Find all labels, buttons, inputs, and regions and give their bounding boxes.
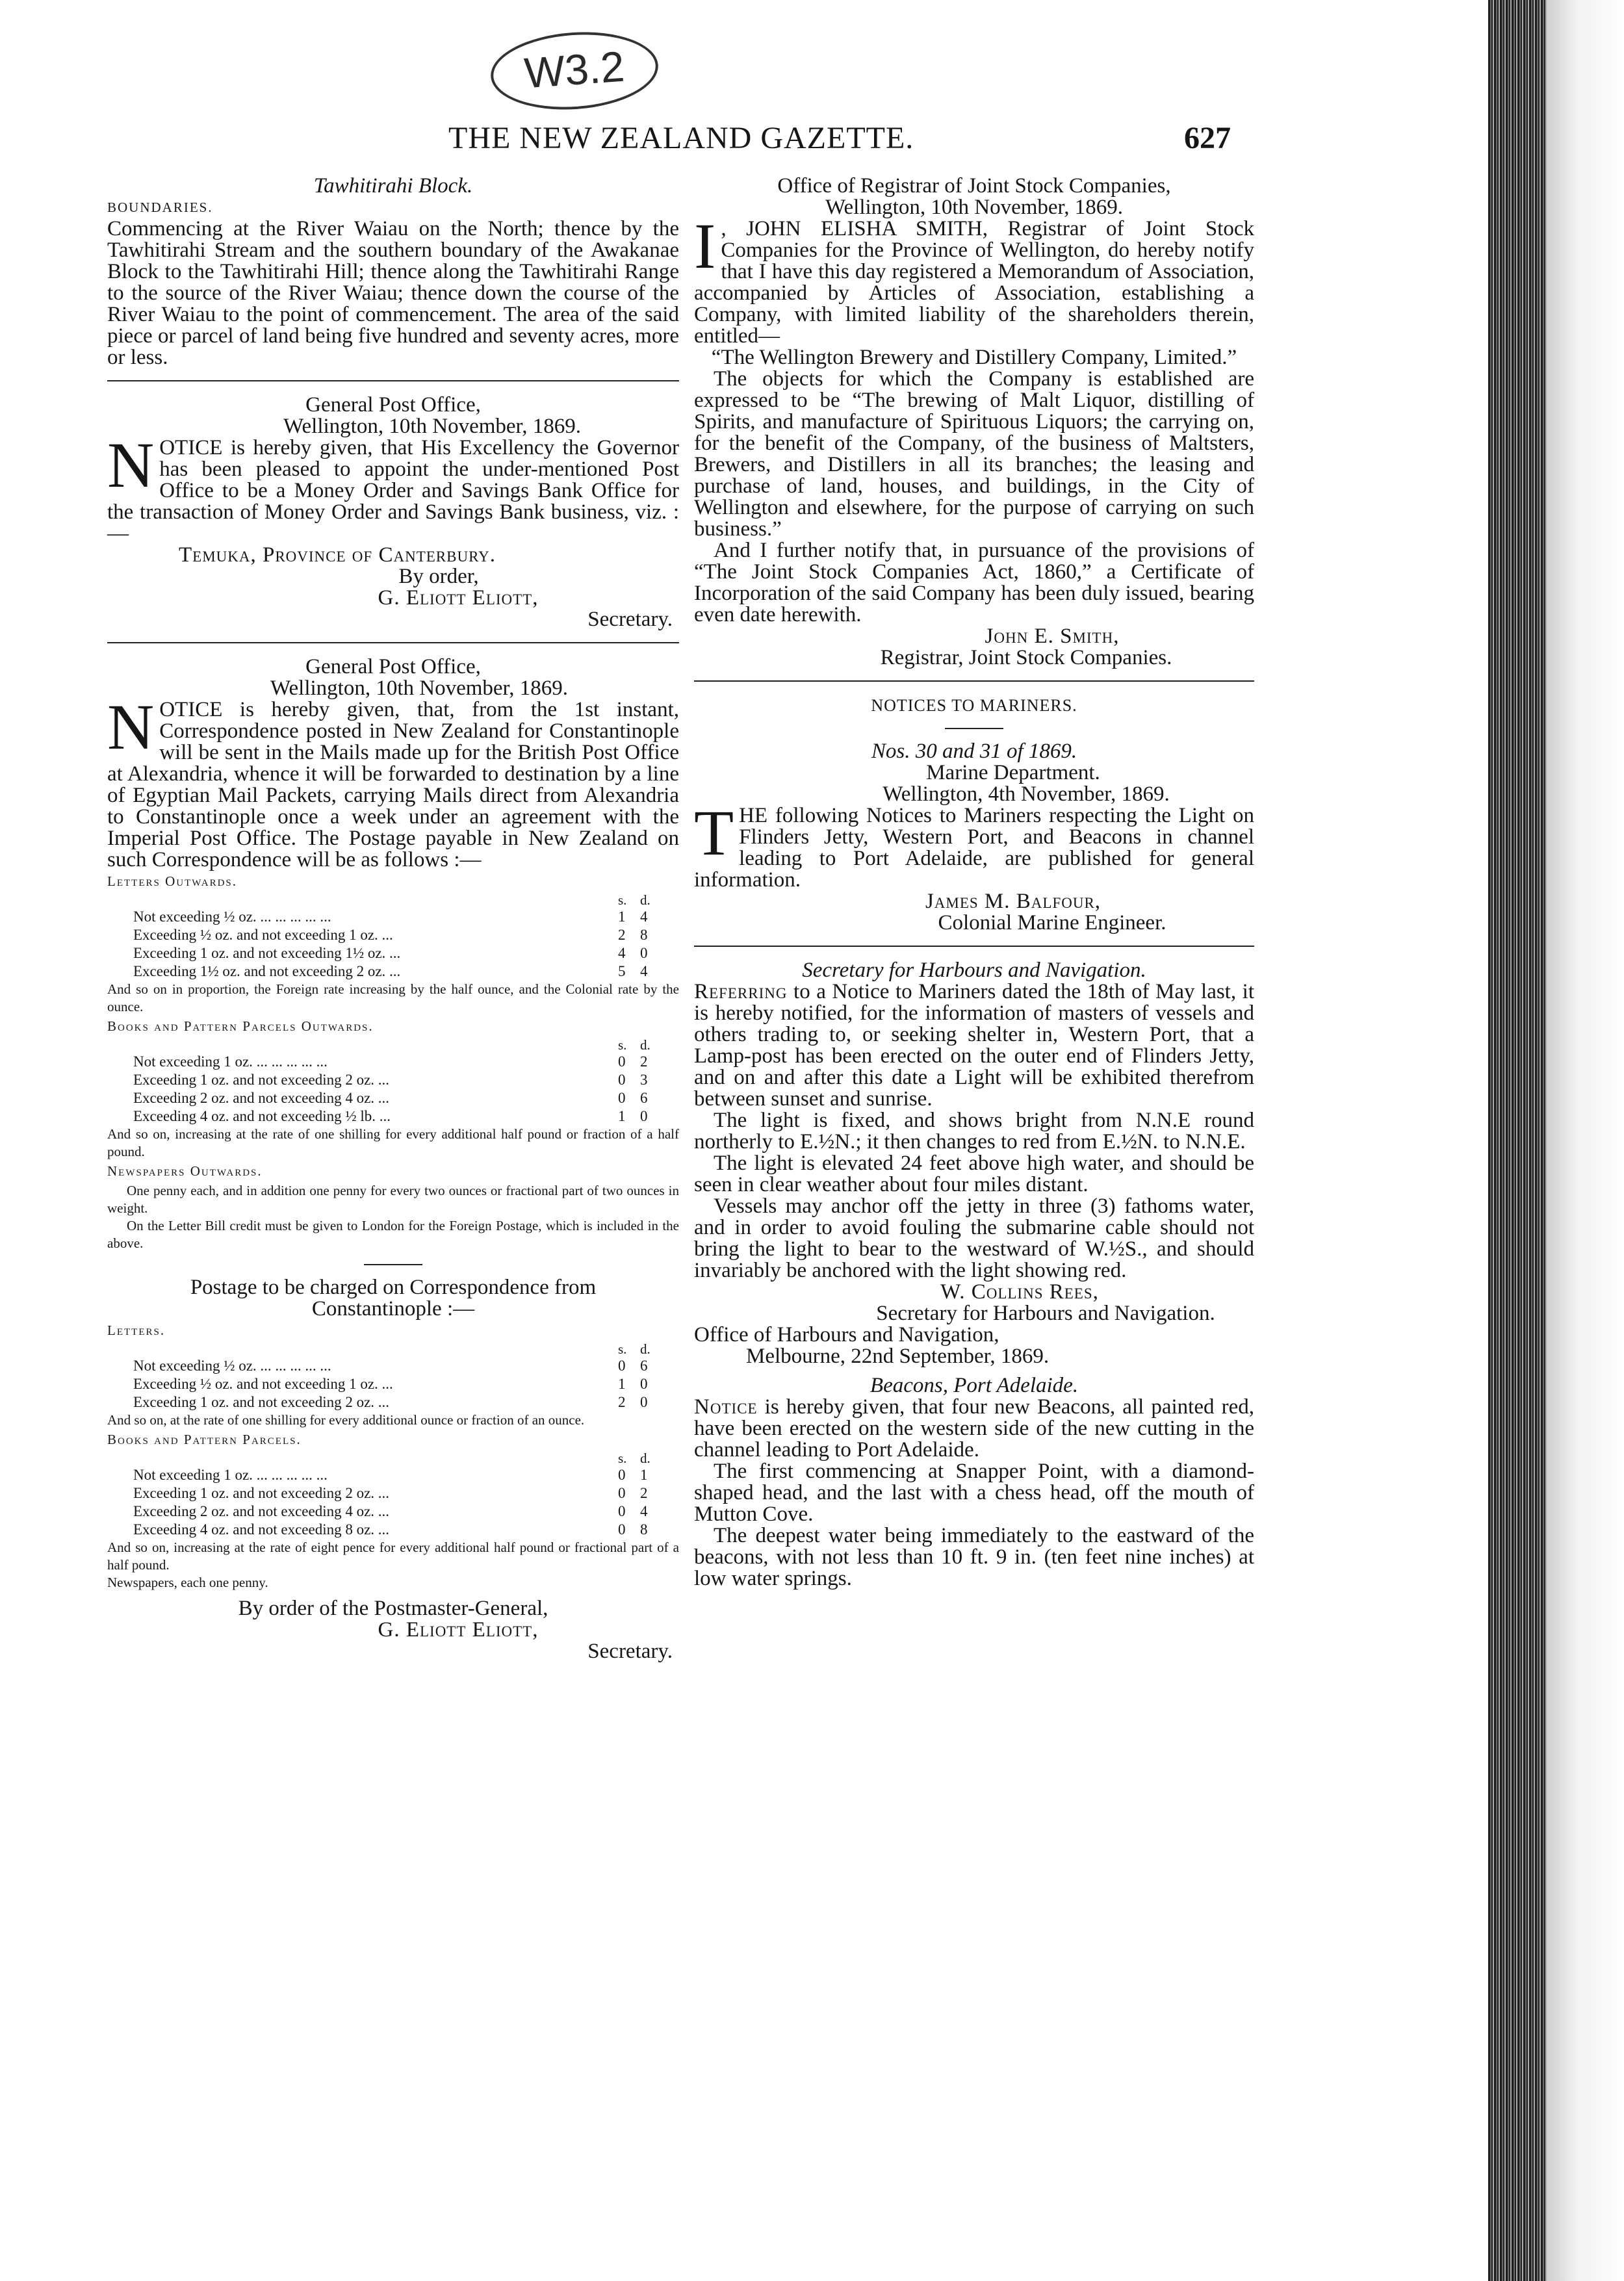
rate-description: Exceeding 4 oz. and not exceeding 8 oz. ... [133,1521,390,1538]
flinders-date: Melbourne, 22nd September, 1869. [746,1345,1050,1368]
rate-shillings: 0 [618,1358,626,1374]
rate-row [107,926,679,944]
letters-out-note: And so on in proportion, the Foreign rate increasing by the half ounce, and the Colonial rate by the ounce. [107,981,679,1014]
books-in-table [107,1466,679,1539]
tawhitirahi-title: Tawhitirahi Block. [313,174,473,198]
flinders-p2: The light is fixed, and shows bright from N.N.E round northerly to E.½N.; it then changes to red from E.½N. to N.N.E. [694,1109,1254,1153]
divider [107,642,679,643]
gpo2-title: Secretary. [587,1640,673,1663]
books-out-table [107,1053,679,1126]
beacons-p1-text: is hereby given, that four new Beacons, all painted red, have been erected on the western side of the new cutting in the channel leading to Port Adelaide. [694,1395,1254,1462]
beacons-title: Beacons, Port Adelaide. [870,1374,1079,1397]
books-in-note: And so on, increasing at the rate of eight pence for every additional half pound or fractional part of a half pound. [107,1540,679,1573]
flinders-lead: Referring [694,980,788,1003]
registrar-title: Registrar, Joint Stock Companies. [880,646,1172,669]
beacons-p2: The first commencing at Snapper Point, with a diamond-shaped head, and the last with a chess head, off the mouth of Mutton Cove. [694,1460,1254,1526]
divider [107,380,679,381]
left-column [107,175,679,1662]
rate-row [107,1357,679,1375]
rate-pence: 2 [640,1053,648,1070]
rate-shillings: 0 [618,1467,626,1483]
binding-shadow [1547,0,1624,2281]
gpo2-signatory: G. Eliott Eliott, [378,1618,539,1642]
registrar-date: Wellington, 10th November, 1869. [825,196,1123,219]
rate-row [107,1466,679,1484]
page-number: 627 [1184,121,1231,155]
flinders-office: Office of Harbours and Navigation, [694,1323,999,1347]
rate-shillings: 0 [618,1521,626,1538]
rate-row [107,1484,679,1502]
flinders-signatory: W. Collins Rees, [940,1280,1099,1304]
rate-shillings: 5 [618,963,626,979]
gpo1-title: Secretary. [587,608,673,631]
rate-pence: 0 [640,1108,648,1124]
rate-pence: 4 [640,909,648,925]
mariners-body: HE following Notices to Mariners respecting the Light on Flinders Jetty, Western Port, and Beacons in channel leading to Port Adelaide, are published for general information. [694,804,1254,892]
letter-bill-note: On the Letter Bill credit must be given to London for the Foreign Postage, which is included in the above. [107,1218,679,1251]
beacons-lead: Notice [694,1395,758,1419]
short-divider [364,1264,422,1265]
tawhitirahi-body: Commencing at the River Waiau on the North; thence by the Tawhitirahi Stream and the southern boundary of the Awakanae Block to the Tawhitirahi Hill; thence along the Tawhitirahi Range to the source of the River Waiau; thence down the course of the River Waiau to the point of commencement. The area of the said piece or parcel of land being five hundred and seventy acres, more or less. [107,217,679,369]
mariners-title: Colonial Marine Engineer. [938,911,1166,934]
rate-description: Not exceeding 1 oz. ... ... ... ... ... [133,1467,328,1483]
mariners-drop-cap: T [694,797,734,869]
rate-row [107,1393,679,1411]
mariners-signatory: James M. Balfour, [925,890,1102,913]
mariners-heading: NOTICES TO MARINERS. [871,696,1077,715]
rate-pence: 0 [640,1394,648,1410]
rate-shillings: 2 [618,1394,626,1410]
rate-pence: 1 [640,1467,648,1483]
newspapers-in-note: Newspapers, each one penny. [107,1575,268,1590]
rate-pence: 4 [640,1503,648,1519]
rate-row [107,1375,679,1393]
letters-out-table [107,908,679,981]
rate-shillings: 2 [618,927,626,943]
rate-shillings: 4 [618,945,626,961]
gpo2-by-order: By order of the Postmaster-General, [238,1597,548,1620]
rate-shillings: 0 [618,1090,626,1106]
rate-pence: 0 [640,1376,648,1392]
flinders-title: Secretary for Harbours and Navigation. [802,959,1146,982]
rate-pence: 8 [640,1521,648,1538]
rate-pence: 3 [640,1072,648,1088]
divider [694,680,1254,682]
letters-in-note: And so on, at the rate of one shilling for every additional ounce or fraction of an ounce. [107,1412,585,1428]
gpo1-signatory: G. Eliott Eliott, [378,586,539,610]
rate-description: Exceeding 4 oz. and not exceeding ½ lb. ... [133,1108,391,1124]
rate-shillings: 0 [618,1485,626,1501]
registrar-further: And I further notify that, in pursuance of the provisions of “The Joint Stock Companies Act, 1860,” a Certificate of Incorporation of the said Company has been duly issued, bearing even date herewith. [694,539,1254,626]
rate-header: s. d. [618,1450,651,1466]
rate-row [107,1502,679,1521]
gpo1-notice [107,429,679,545]
gpo2-date: Wellington, 10th November, 1869. [270,677,568,700]
binding-edge [1488,0,1547,2281]
registrar-body: , JOHN ELISHA SMITH, Registrar of Joint Stock Companies for the Province of Wellington, do hereby notify that I have this day registered a Memorandum of Association, accompanied by Articles of Association, establishing a Company, with limited liability of the shareholders therein, entitled— [694,217,1254,348]
rate-row [107,1053,679,1071]
rate-description: Not exceeding ½ oz. ... ... ... ... ... [133,1358,331,1374]
mariners-notice [694,797,1254,892]
gpo2-body: OTICE is hereby given, that, from the 1st instant, Correspondence posted in New Zealand for Constantinople will be sent in the Mails made up for the British Post Office at Alexandria, whence it will be forwarded to destination by a line of Egyptian Mail Packets, carrying Mails direct from Alexandria to Constantinople once a week under an agreement with the Imperial Post Office. The Postage payable in New Zealand on such Correspondence will be as follows :— [107,698,679,871]
rate-pence: 8 [640,927,648,943]
company-objects: The objects for which the Company is established are expressed to be “The brewing of Malt Liquor, distilling of Spirits, and manufacture of Spirituous Liquors; the carrying on, for the benefit of the Company, of the business of Maltsters, Brewers, and Distillers in all its branches; the leasing and purchase of land, houses, and buildings, in the City of Wellington and elsewhere, for the purpose of carrying on such business.” [694,367,1254,541]
rate-row [107,1089,679,1107]
registrar-drop-cap: I [694,210,716,282]
rate-pence: 6 [640,1358,648,1374]
rate-shillings: 0 [618,1072,626,1088]
flinders-p1-text: to a Notice to Mariners dated the 18th of May last, it is hereby notified, for the information of masters of vessels and others trading to, or seeking shelter in, Western Port, that a Lamp-post has been erected on the outer end of Flinders Jetty, and on and after this date a Light will be exhibited therefrom between sunset and sunrise. [694,980,1254,1111]
rate-description: Exceeding ½ oz. and not exceeding 1 oz. ... [133,1376,393,1392]
rate-shillings: 0 [618,1503,626,1519]
registrar-signatory: John E. Smith, [985,625,1120,648]
rate-description: Exceeding 2 oz. and not exceeding 4 oz. ... [133,1090,390,1106]
gpo1-place: Temuka, Province of Canterbury. [179,543,496,567]
gpo2-office: General Post Office, [305,655,481,678]
rate-description: Exceeding ½ oz. and not exceeding 1 oz. ... [133,927,393,943]
registrar-office: Office of Registrar of Joint Stock Companies, [777,174,1171,198]
beacons-p1 [694,1397,1254,1461]
letters-in-table [107,1357,679,1411]
rate-description: Exceeding 2 oz. and not exceeding 4 oz. ... [133,1503,390,1519]
registrar-notice [694,210,1254,348]
company-name: “The Wellington Brewery and Distillery Company, Limited.” [711,346,1237,369]
rate-row [107,908,679,926]
rate-description: Not exceeding ½ oz. ... ... ... ... ... [133,909,331,925]
archive-stamp: W3.2 [488,27,661,115]
rate-header: s. d. [618,1341,651,1357]
flinders-title-of-signatory: Secretary for Harbours and Navigation. [876,1302,1215,1325]
rate-row [107,944,679,962]
rate-shillings: 1 [618,909,626,925]
inward-postage-title: Postage to be charged on Correspondence from Constantinople :— [190,1276,597,1321]
gpo1-by-order: By order, [398,565,479,588]
rate-pence: 2 [640,1485,648,1501]
mariners-date: Wellington, 4th November, 1869. [883,782,1170,806]
books-out-heading: Books and Pattern Parcels Outwards. [107,1018,374,1034]
rate-row [107,1521,679,1539]
flinders-p1 [694,981,1254,1110]
newspapers-out-heading: Newspapers Outwards. [107,1163,263,1179]
gpo1-drop-cap: N [107,429,155,501]
rate-shillings: 1 [618,1376,626,1392]
right-column [694,175,1254,1590]
rate-description: Exceeding 1 oz. and not exceeding 2 oz. ... [133,1485,390,1501]
divider [694,946,1254,947]
books-out-note: And so on, increasing at the rate of one shilling for every additional half pound or fraction of a half pound. [107,1126,679,1159]
rate-row [107,1107,679,1126]
gpo2-notice [107,691,679,871]
rate-description: Not exceeding 1 oz. ... ... ... ... ... [133,1053,328,1070]
rate-pence: 6 [640,1090,648,1106]
rate-row [107,1071,679,1089]
letters-in-heading: Letters. [107,1322,166,1338]
rate-description: Exceeding 1 oz. and not exceeding 2 oz. ... [133,1394,390,1410]
rate-header: s. d. [618,892,651,908]
gazette-title: THE NEW ZEALAND GAZETTE. [448,121,914,155]
short-divider [945,728,1003,729]
newspapers-out-note: One penny each, and in addition one penny for every two ounces or fractional part of two ounces in weight. [107,1183,679,1216]
books-in-heading: Books and Pattern Parcels. [107,1432,302,1447]
gpo2-drop-cap: N [107,691,155,763]
gpo1-body: OTICE is hereby given, that His Excellency the Governor has been pleased to appoint the under-mentioned Post Office to be a Money Order and Savings Bank Office for the transaction of Money Order and Savings Bank business, viz. :— [107,436,679,545]
rate-description: Exceeding 1½ oz. and not exceeding 2 oz. ... [133,963,401,979]
boundaries-heading: BOUNDARIES. [107,200,213,215]
rate-description: Exceeding 1 oz. and not exceeding 2 oz. ... [133,1072,390,1088]
mariners-nos: Nos. 30 and 31 of 1869. [871,740,1077,763]
rate-row [107,962,679,981]
mariners-dept: Marine Department. [926,761,1100,784]
letters-out-heading: Letters Outwards. [107,873,237,889]
rate-description: Exceeding 1 oz. and not exceeding 1½ oz. ... [133,945,401,961]
rate-header: s. d. [618,1037,651,1053]
rate-shillings: 1 [618,1108,626,1124]
flinders-p4: Vessels may anchor off the jetty in three (3) fathoms water, and in order to avoid fouling the submarine cable should not bring the light to bear to the westward of W.½S., and should invariably be anchored with the light showing red. [694,1194,1254,1282]
rate-shillings: 0 [618,1053,626,1070]
rate-pence: 0 [640,945,648,961]
rate-pence: 4 [640,963,648,979]
beacons-p3: The deepest water being immediately to the eastward of the beacons, with not less than 10 ft. 9 in. (ten feet nine inches) at low water springs. [694,1524,1254,1590]
gpo1-date: Wellington, 10th November, 1869. [283,415,581,438]
flinders-p3: The light is elevated 24 feet above high water, and should be seen in clear weather about four miles distant. [694,1152,1254,1196]
gpo1-office: General Post Office, [305,393,481,417]
